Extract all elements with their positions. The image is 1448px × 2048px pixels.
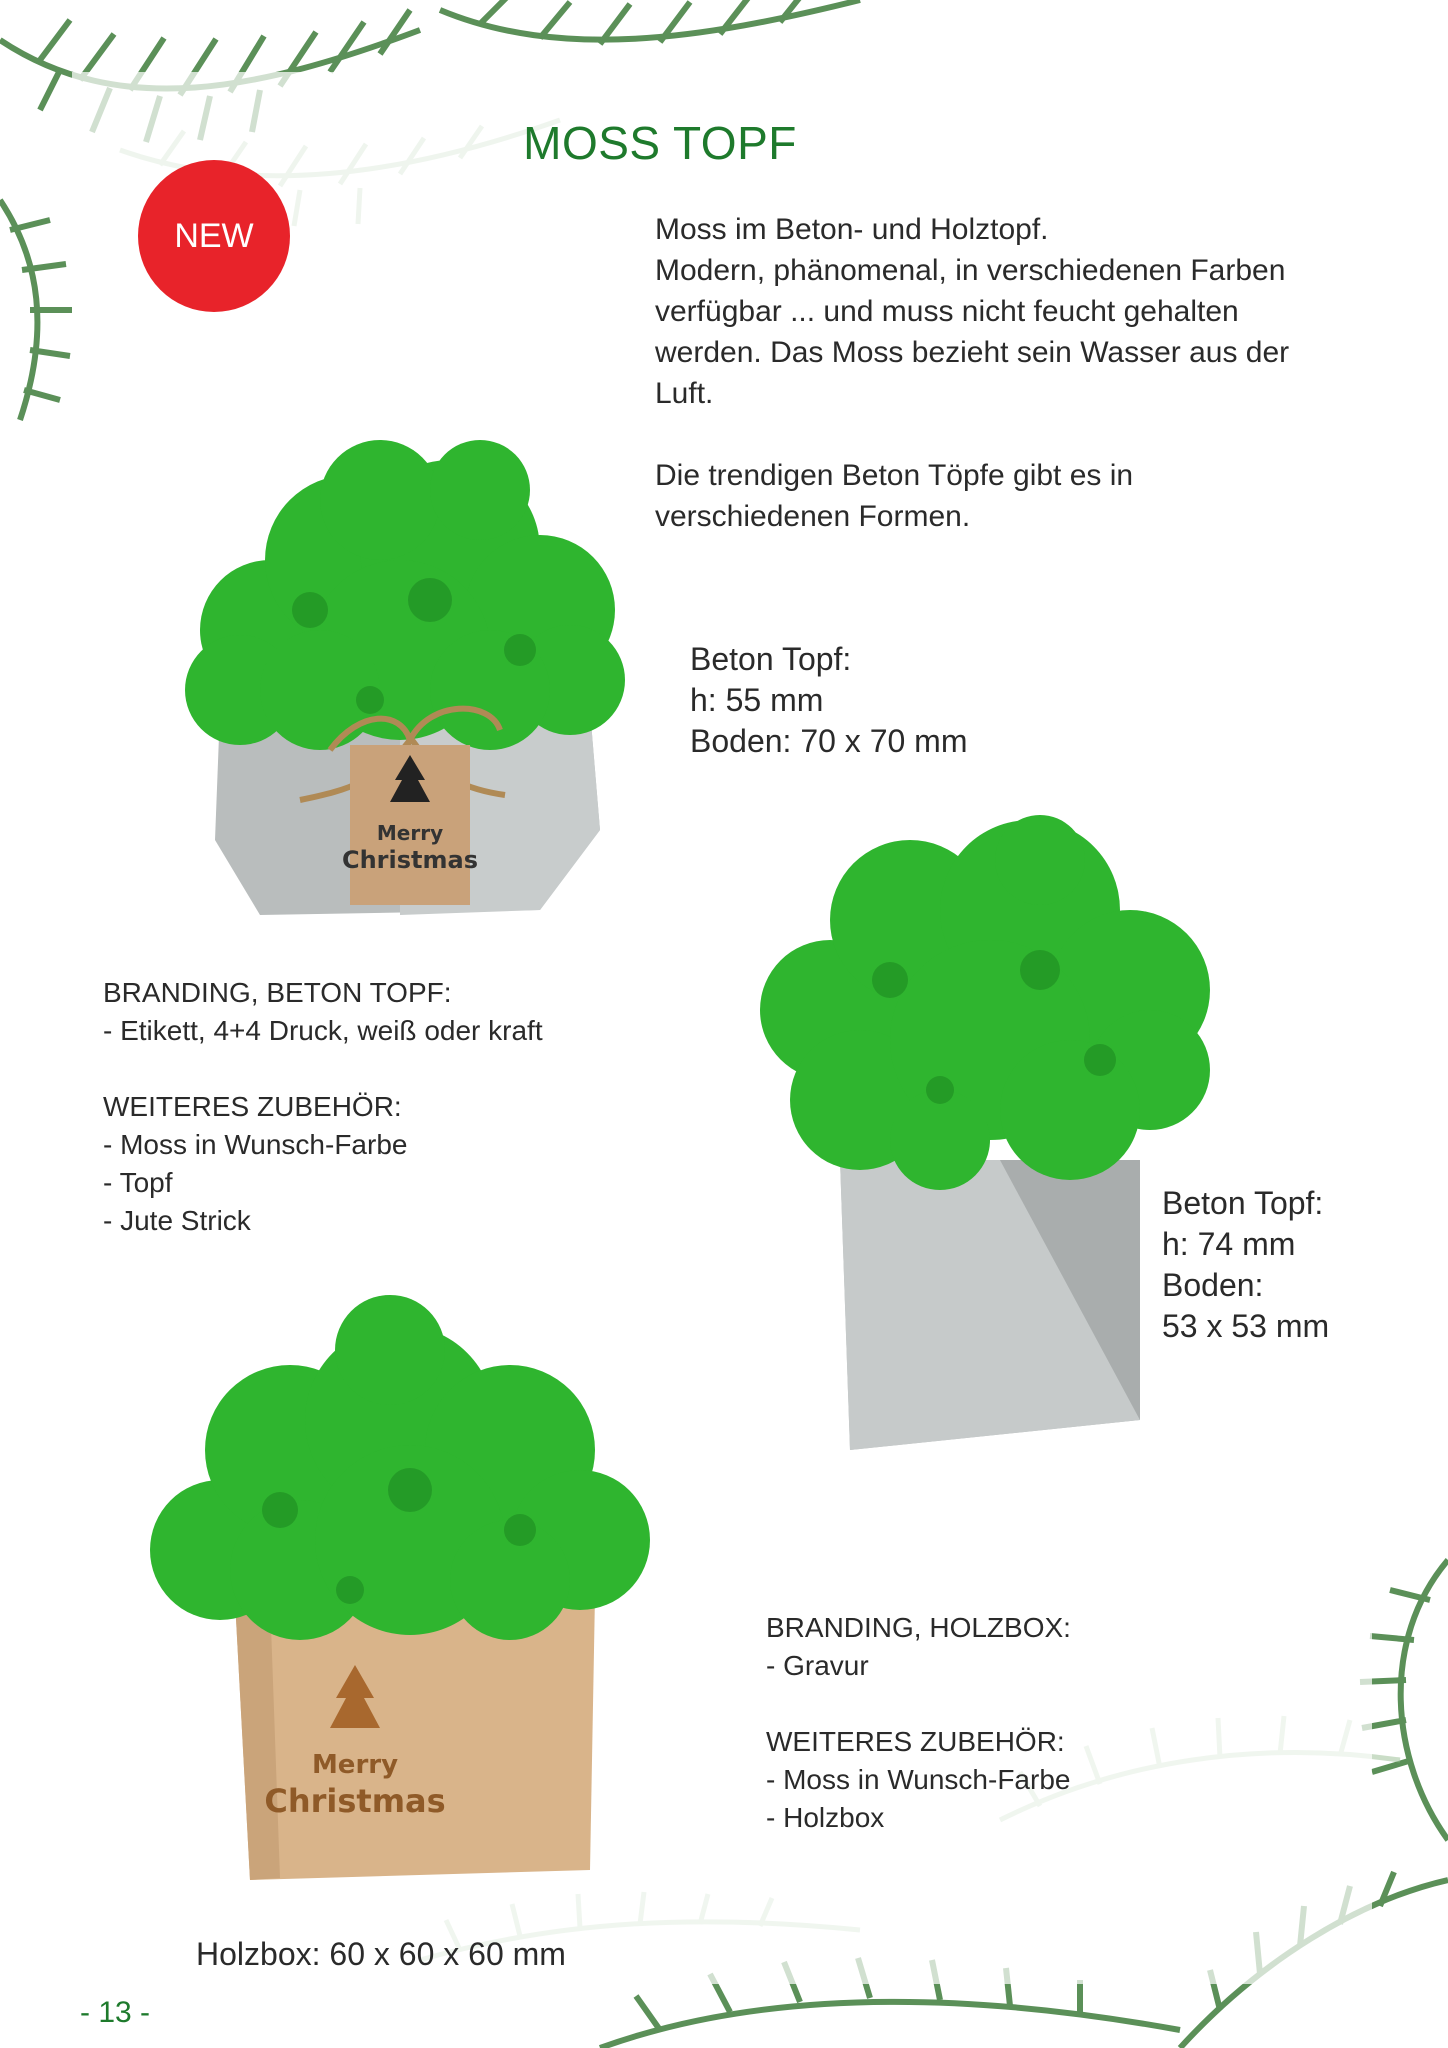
page-title: MOSS TOPF [523,117,797,169]
new-badge [138,160,290,312]
tag-christmas-text: Christmas [341,846,479,874]
branding-beton-topf: BRANDING, BETON TOPF: - Etikett, 4+4 Druck, weiß oder kraft [103,977,543,1046]
holzbox-image [140,1280,670,1900]
beton-pot-tall-image [740,810,1240,1460]
tag-merry-text: Merry [376,821,444,845]
new-badge-label: NEW [174,216,254,255]
box-merry-text: Merry [311,1750,399,1780]
beton-pot-hexagonal-image [150,410,650,930]
branding-holzbox: BRANDING, HOLZBOX: - Gravur [766,1612,1071,1681]
intro-text: Moss im Beton- und Holztopf. Modern, phänomenal, in verschiedenen Farben verfügbar ... und muss nicht feucht gehalten werden. Das Moss bezieht sein Wasser aus der Luft. Die trendigen Beton Töpfe gibt es in verschiedenen Formen. [655,213,1290,533]
page-number: - 13 - [80,1996,151,2029]
box-christmas-text: Christmas [264,1782,446,1820]
accessories-beton-topf: WEITERES ZUBEHÖR: - Moss in Wunsch-Farbe - Topf - Jute Strick [103,1091,408,1236]
spec-beton-topf-2: Beton Topf: h: 74 mm Boden: 53 x 53 mm [1162,1185,1330,1344]
accessories-holzbox: WEITERES ZUBEHÖR: - Moss in Wunsch-Farbe - Holzbox [766,1726,1071,1833]
spec-beton-topf-1: Beton Topf: h: 55 mm Boden: 70 x 70 mm [690,641,968,759]
spec-holzbox: Holzbox: 60 x 60 x 60 mm [196,1936,566,1972]
